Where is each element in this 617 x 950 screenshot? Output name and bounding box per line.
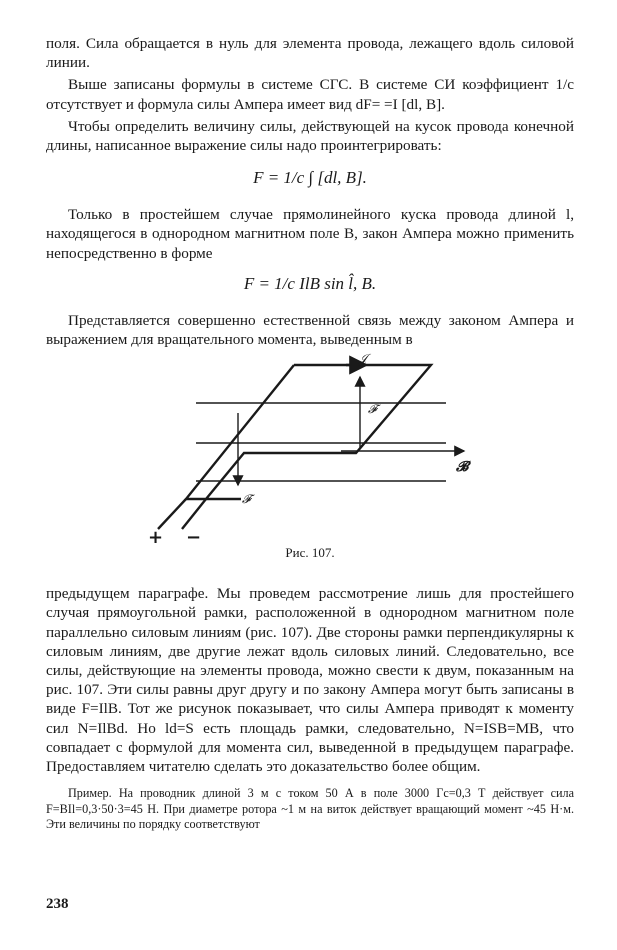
lead-plus: [158, 499, 186, 529]
example-paragraph: Пример. На проводник длиной 3 м с током 50 А в поле 3000 Гс=0,3 Т действует сила F=BIl=0,3·50·3=45 Н. При диаметре ротора ~1 м на виток действует вращающий момент ~45 Н·м. Эти величины по порядку соответствуют: [46, 786, 574, 832]
paragraph-0: поля. Сила обращается в нуль для элемента провода, лежащего вдоль силовой линии.: [46, 35, 574, 72]
formula-integral: F = 1/c ∫ [dl, B].: [253, 168, 367, 188]
paragraph-4: Представляется совершенно естественной связь между законом Ампера и выражением для вращательного момента, выведенным в: [46, 311, 574, 349]
label-minus: −: [186, 527, 202, 549]
label-force-top: 𝓕: [368, 402, 377, 417]
lead-minus: [182, 499, 206, 529]
frame-diagram: [46, 353, 574, 553]
figure-107: [46, 353, 574, 578]
paragraph-5: предыдущем параграфе. Мы проведем рассмотрение лишь для простейшего случая прямоугольной рамки, расположенной в однородном магнитном поле параллельно силовым линиям (рис. 107). Две стороны рамки перпендикулярны к силовым линиям, две другие лежат вдоль силовых линий. Следовательно, все силы, действующие на элементы провода, можно свести к двум, показанным на рис. 107. Эти силы равны друг другу и по закону Ампера могут быть записаны в виде F=IlB. Тот же рисунок показывает, что силы Ампера приводят к моменту сил N=IlBd. Но ld=S есть площадь рамки, следовательно, N=ISB=MB, что совпадает с формулой для момента сил, выведенной в предыдущем параграфе. Предоставляем читателю сделать это доказательство более общим.: [46, 585, 574, 776]
paragraph-3: Только в простейшем случае прямолинейного куска провода длиной l, находящегося в однородном магнитном поле B, закон Ампера можно применить непосредственно в форме: [46, 206, 574, 262]
label-field: 𝓑: [456, 459, 469, 476]
page-body: [46, 34, 574, 833]
formula-ampere: F = 1/c IlB sin l̂, B.: [243, 273, 377, 293]
frame-wire: [186, 365, 431, 499]
page-number: 238: [46, 896, 69, 912]
paragraph-2: Чтобы определить величину силы, действующей на кусок провода конечной длины, написанное выражение силы надо проинтегрировать:: [46, 117, 574, 155]
label-plus: +: [148, 527, 164, 549]
label-force-bottom: 𝓕: [242, 492, 251, 507]
figure-caption: Рис. 107.: [285, 545, 335, 561]
paragraph-1: Выше записаны формулы в системе СГС. В системе СИ коэффициент 1/c отсутствует и формула силы Ампера имеет вид dF= =I [dl, B].: [46, 76, 574, 113]
label-current: 𝒥: [358, 353, 367, 368]
